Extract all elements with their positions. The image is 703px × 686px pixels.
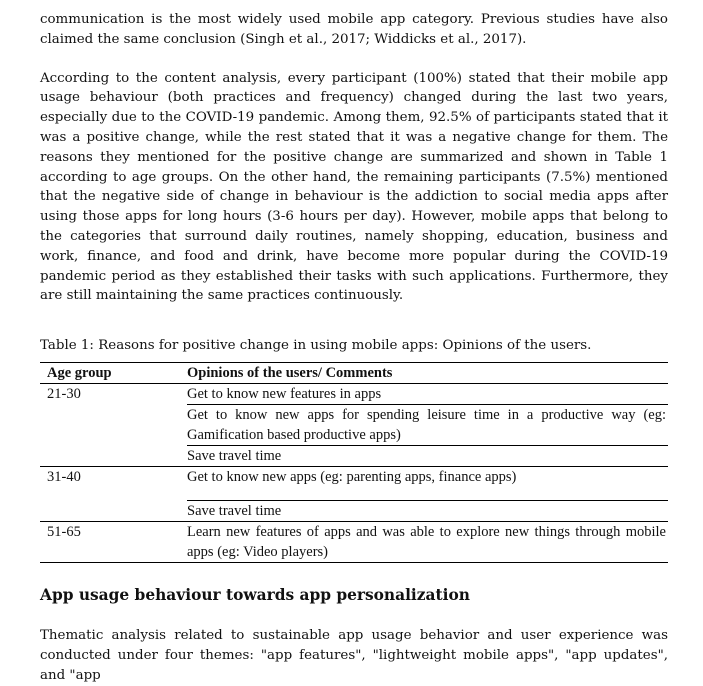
reasons-table [40,362,668,563]
cell-comment: Get to know new features in apps [187,384,668,405]
table-row [40,384,668,405]
cell-age [40,501,187,522]
paragraph-thematic-analysis: Thematic analysis related to sustainable app usage behavior and user experience was conducted under four themes: "app features", "lightweight mobile apps", "app updates", and "app [40,628,668,683]
table-caption: Table 1: Reasons for positive change in using mobile apps: Opinions of the users. [40,338,592,354]
table-row [40,501,668,522]
table-header-row [40,363,668,384]
cell-age [40,487,187,501]
cell-age [40,405,187,446]
cell-age: 51-65 [40,522,187,563]
table-row [40,467,668,488]
cell-comment: Get to know new apps for spending leisure time in a productive way (eg: Gamification based productive apps) [187,405,668,446]
cell-comment: Learn new features of apps and was able to explore new things through mobile apps (eg: Video players) [187,522,668,563]
table-row [40,446,668,467]
cell-comment: Save travel time [187,501,668,522]
header-age-group: Age group [40,363,187,384]
document-page [40,10,668,686]
table-row [40,405,668,446]
section-heading: App usage behaviour towards app personalization [40,586,470,605]
paragraph-intro: communication is the most widely used mobile app category. Previous studies have also claimed the same conclusion (Singh et al., 2017; Widdicks et al., 2017). [40,12,668,47]
table-row [40,522,668,563]
table-row [40,487,668,501]
cell-age [40,446,187,467]
cell-age: 21-30 [47,386,81,403]
header-opinions: Opinions of the users/ Comments [187,363,668,384]
cell-comment: Save travel time [187,446,668,467]
cell-comment: Get to know new apps (eg: parenting apps, finance apps) [187,469,517,486]
paragraph-content-analysis: According to the content analysis, every participant (100%) stated that their mobile app usage behaviour (both practices and frequency) changed during the last two years, especially due to the COVID-19 pandemic. Among them, 92.5% of participants stated that it was a positive change, while the rest stated that it was a negative change for them. The reasons they mentioned for the positive change are summarized and shown in Table 1 according to age groups. On the other hand, the remaining participants (7.5%) mentioned that the negative side of change in behaviour is the addiction to social media apps after using those apps for long hours (3-6 hours per day). However, mobile apps that belong to the categories that surround daily routines, namely shopping, education, business and work, finance, and food and drink, have become more popular during the COVID-19 pandemic period as they established their tasks with such applications. Furthermore, they are still maintaining the same practices continuously. [40,70,668,304]
cell-comment [187,487,668,501]
cell-age: 31-40 [47,469,81,486]
